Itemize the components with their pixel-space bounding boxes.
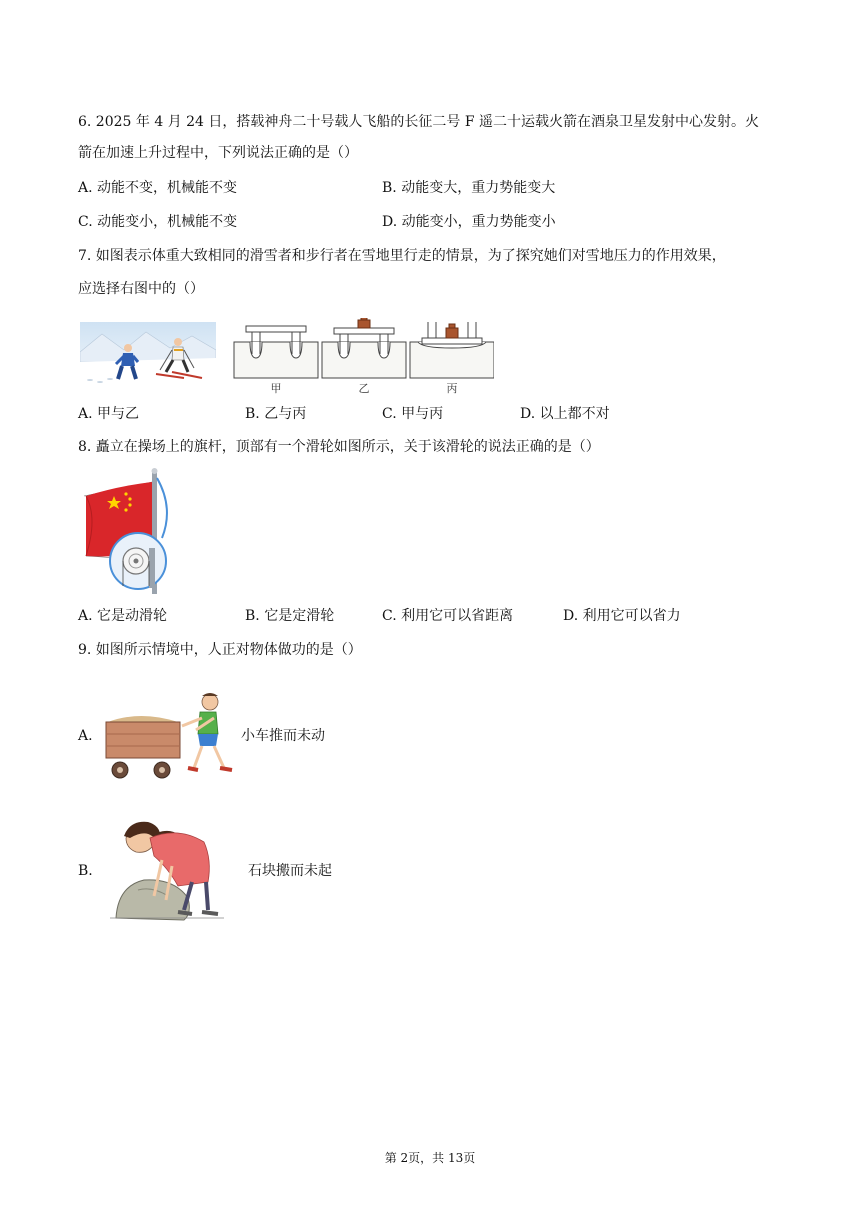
q6-stem-line2: 箭在加速上升过程中，下列说法正确的是（）: [78, 145, 358, 161]
box-bing: [410, 322, 494, 378]
box-yi: [322, 318, 406, 378]
q8-option-a: A. 它是动滑轮: [78, 608, 168, 624]
q8-option-c: C. 利用它可以省距离: [382, 608, 514, 624]
skier-walker-illustration: [80, 322, 216, 386]
q6-stem-line1: 6. 2025 年 4 月 24 日，搭载神舟二十号载人飞船的长征二号 F 遥二十运载火箭在酒泉卫星发射中心发射。火: [78, 114, 760, 130]
q9-option-a-letter: A.: [78, 728, 93, 744]
q7-option-d: D. 以上都不对: [520, 406, 610, 422]
pressure-experiment-figure: [232, 318, 494, 398]
q7-stem-line1: 7. 如图表示体重大致相同的滑雪者和步行者在雪地里行走的情景，为了探究她们对雪地压力的作用效果，: [78, 248, 726, 264]
label-yi: 乙: [358, 382, 370, 395]
label-jia: 甲: [270, 382, 282, 395]
girl-lifting-stone-illustration: [108, 816, 226, 924]
box-jia: [234, 326, 318, 378]
q7-stem-line2: 应选择右图中的（）: [78, 281, 204, 297]
q7-option-a: A. 甲与乙: [78, 406, 140, 422]
label-bing: 丙: [446, 382, 458, 395]
q9-option-b-caption: 石块搬而未起: [248, 863, 332, 879]
q9-option-b-letter: B.: [78, 863, 93, 879]
q9-option-a-caption: 小车推而未动: [241, 728, 325, 744]
q6-option-a: A. 动能不变，机械能不变: [78, 180, 238, 196]
q8-stem: 8. 矗立在操场上的旗杆，顶部有一个滑轮如图所示，关于该滑轮的说法正确的是（）: [78, 439, 600, 455]
boy-pushing-cart-illustration: [100, 688, 236, 782]
q9-stem: 9. 如图所示情境中，人正对物体做功的是（）: [78, 642, 362, 658]
q6-option-b: B. 动能变大，重力势能变大: [382, 180, 556, 196]
q8-option-d: D. 利用它可以省力: [563, 608, 681, 624]
q6-option-d: D. 动能变小，重力势能变小: [382, 214, 556, 230]
page-footer: 第 2页，共 13页: [384, 1151, 476, 1165]
flagpole-pulley-illustration: [78, 468, 170, 596]
q6-option-c: C. 动能变小，机械能不变: [78, 214, 238, 230]
q7-option-b: B. 乙与丙: [245, 406, 307, 422]
q7-option-c: C. 甲与丙: [382, 406, 444, 422]
q8-option-b: B. 它是定滑轮: [245, 608, 335, 624]
